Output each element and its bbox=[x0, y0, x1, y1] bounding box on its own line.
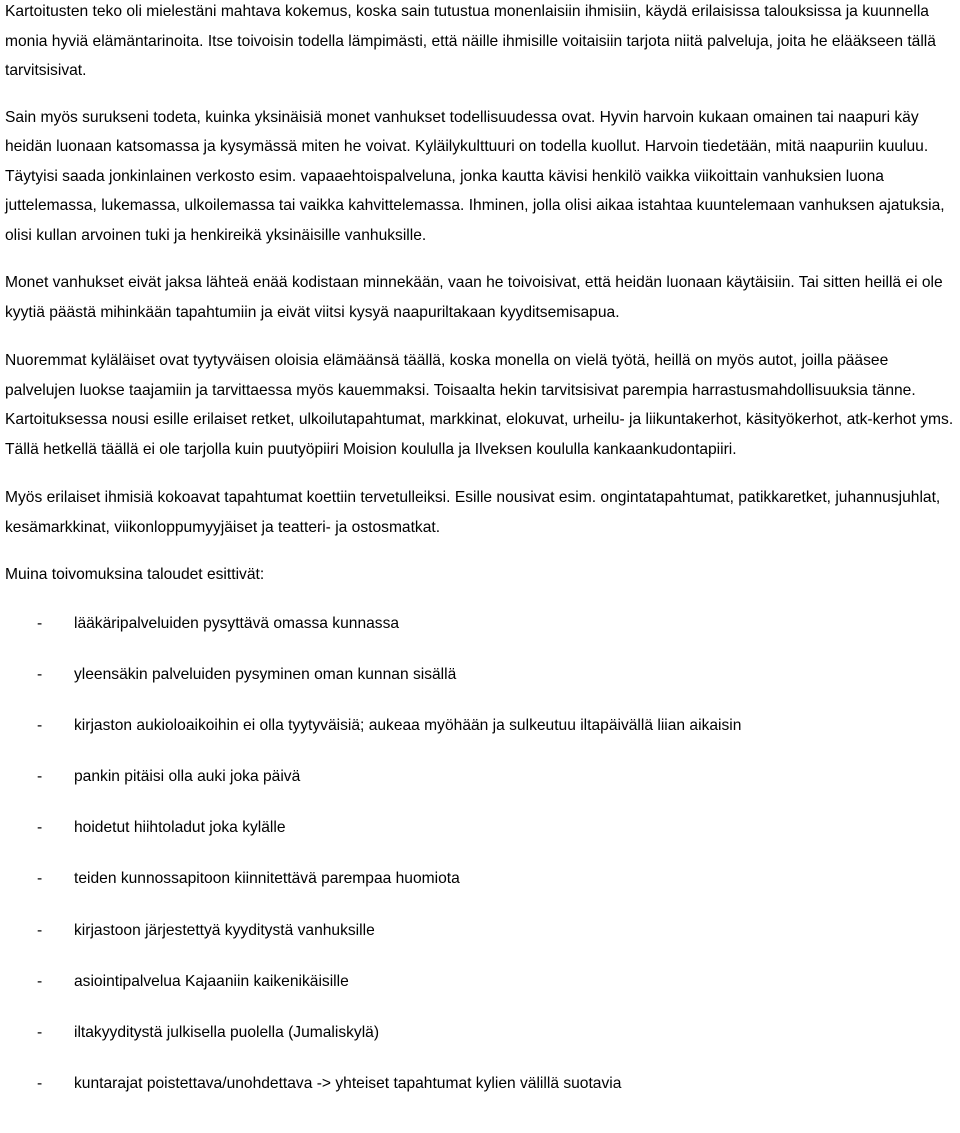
bullet-dash: - bbox=[37, 716, 43, 734]
bullet-dash: - bbox=[37, 1075, 43, 1093]
bullet-dash: - bbox=[37, 921, 43, 939]
wish-list bbox=[5, 613, 957, 1096]
list-item-text: pankin pitäisi olla auki joka päivä bbox=[74, 768, 301, 786]
list-item bbox=[5, 817, 957, 839]
list-item-text: kuntarajat poistettava/unohdettava -> yhteiset tapahtumat kylien välillä suotavia bbox=[74, 1075, 622, 1093]
sentence: Kartoituksessa nousi esille erilaiset retket, ulkoilutapahtumat, markkinat, elokuvat, urheilu- ja liikuntakerhot, käsityökerhot, atk-kerhot yms. bbox=[5, 411, 954, 428]
sentence: Harvoin tiedetään, mitä naapuriin kuuluu. bbox=[644, 138, 929, 155]
bullet-dash: - bbox=[37, 665, 43, 683]
sentence: Täytyisi saada jonkinlainen verkosto esim. vapaaehtoispalveluna, jonka kautta kävisi henkilö vaikka viikoittain vanhuksien luona juttelemassa, lukemassa, ulkoilemassa tai vaikka kahvittelemassa. bbox=[5, 167, 884, 214]
sentence: Kyläilykulttuuri on todella kuollut. bbox=[415, 138, 641, 155]
list-item-text: iltakyyditystä julkisella puolella (Jumaliskylä) bbox=[74, 1024, 380, 1041]
bullet-dash: - bbox=[37, 1024, 43, 1041]
paragraph-kotikaynnit bbox=[5, 268, 957, 327]
list-item bbox=[5, 868, 957, 890]
bullet-dash: - bbox=[37, 972, 43, 990]
list-item bbox=[5, 920, 957, 942]
list-item bbox=[5, 664, 957, 686]
sentence: Toisaalta hekin tarvitsisivat parempia harrastusmahdollisuuksia tänne. bbox=[433, 381, 916, 399]
list-item-text: kirjaston aukioloaikoihin ei olla tyytyväisiä; aukeaa myöhään ja sulkeutuu iltapäivällä liian aikaisin bbox=[74, 716, 742, 734]
list-item bbox=[5, 1073, 957, 1095]
list-item bbox=[5, 971, 957, 993]
sentence: Esille nousivat esim. ongintatapahtumat, patikkaretket, juhannusjuhlat, kesämarkkinat, viikonloppumyyjäiset ja teatteri- ja ostosmatkat. bbox=[5, 489, 941, 536]
sentence: Sain myös surukseni todeta, kuinka yksinäisiä monet vanhukset todellisuudessa ovat. bbox=[5, 108, 596, 126]
paragraph-toivomukset-intro bbox=[5, 560, 957, 590]
paragraph-nuoremmat-kylalaiset bbox=[5, 346, 957, 464]
sentence: Ihminen, jolla olisi aikaa istahtaa kuuntelemaan vanhuksen ajatuksia, olisi kullan arvoinen tuki ja henkireikä yksinäisille vanhuksille. bbox=[5, 197, 945, 244]
bullet-dash: - bbox=[37, 819, 43, 837]
sentence: Itse toivoisin todella lämpimästi, että näille ihmisille voitaisiin tarjota niitä palveluja, joita he elääkseen tällä tarvitsisivat. bbox=[5, 32, 936, 79]
list-item bbox=[5, 1022, 957, 1044]
sentence: Hyvin harvoin kukaan omainen tai naapuri käy heidän luonaan katsomassa ja kysymässä miten he voivat. bbox=[5, 108, 919, 155]
paragraph-kartoitusten-kokemus bbox=[5, 0, 957, 86]
sentence: Myös erilaiset ihmisiä kokoavat tapahtumat koettiin tervetulleiksi. bbox=[5, 489, 451, 506]
sentence: Kartoitusten teko oli mielestäni mahtava kokemus, koska sain tutustua monenlaisiin ihmisiin, käydä erilaisissa talouksissa ja kuunnella monia hyviä elämäntarinoita. bbox=[5, 3, 929, 50]
list-item-text: asiointipalvelua Kajaaniin kaikenikäisille bbox=[74, 972, 349, 990]
list-item-text: hoidetut hiihtoladut joka kylälle bbox=[74, 819, 286, 837]
list-item-text: teiden kunnossapitoon kiinnitettävä parempaa huomiota bbox=[74, 870, 460, 888]
list-item bbox=[5, 613, 957, 635]
bullet-dash: - bbox=[37, 614, 43, 632]
bullet-dash: - bbox=[37, 870, 43, 888]
list-item-text: lääkäripalveluiden pysyttävä omassa kunnassa bbox=[74, 614, 400, 632]
sentence: Muina toivomuksina taloudet esittivät: bbox=[5, 566, 265, 583]
document-page bbox=[5, 0, 957, 1124]
bullet-dash: - bbox=[37, 768, 43, 786]
list-item bbox=[5, 766, 957, 788]
sentence: Tai sitten heillä ei ole kyytiä päästä mihinkään tapahtumiin ja eivät viitsi kysyä naapuriltakaan kyyditsemisapua. bbox=[5, 274, 943, 321]
list-item-text: yleensäkin palveluiden pysyminen oman kunnan sisällä bbox=[74, 665, 457, 683]
sentence: Monet vanhukset eivät jaksa lähteä enää kodistaan minnekään, vaan he toivoisivat, että heidän luonaan käytäisiin. bbox=[5, 274, 795, 291]
paragraph-tapahtumat bbox=[5, 483, 957, 542]
sentence: Tällä hetkellä täällä ei ole tarjolla kuin puutyöpiiri Moision koululla ja Ilveksen koululla kankaankudontapiiri. bbox=[5, 440, 737, 458]
list-item-text: kirjastoon järjestettyä kyyditystä vanhuksille bbox=[74, 921, 375, 939]
sentence: Nuoremmat kyläläiset ovat tyytyväisen oloisia elämäänsä täällä, koska monella on vielä työtä, heillä on myös autot, joilla pääsee palvelujen luokse taajamiin ja tarvittaessa myös kauemmaksi. bbox=[5, 352, 889, 399]
paragraph-yksinaisyys bbox=[5, 103, 957, 251]
list-item bbox=[5, 715, 957, 737]
